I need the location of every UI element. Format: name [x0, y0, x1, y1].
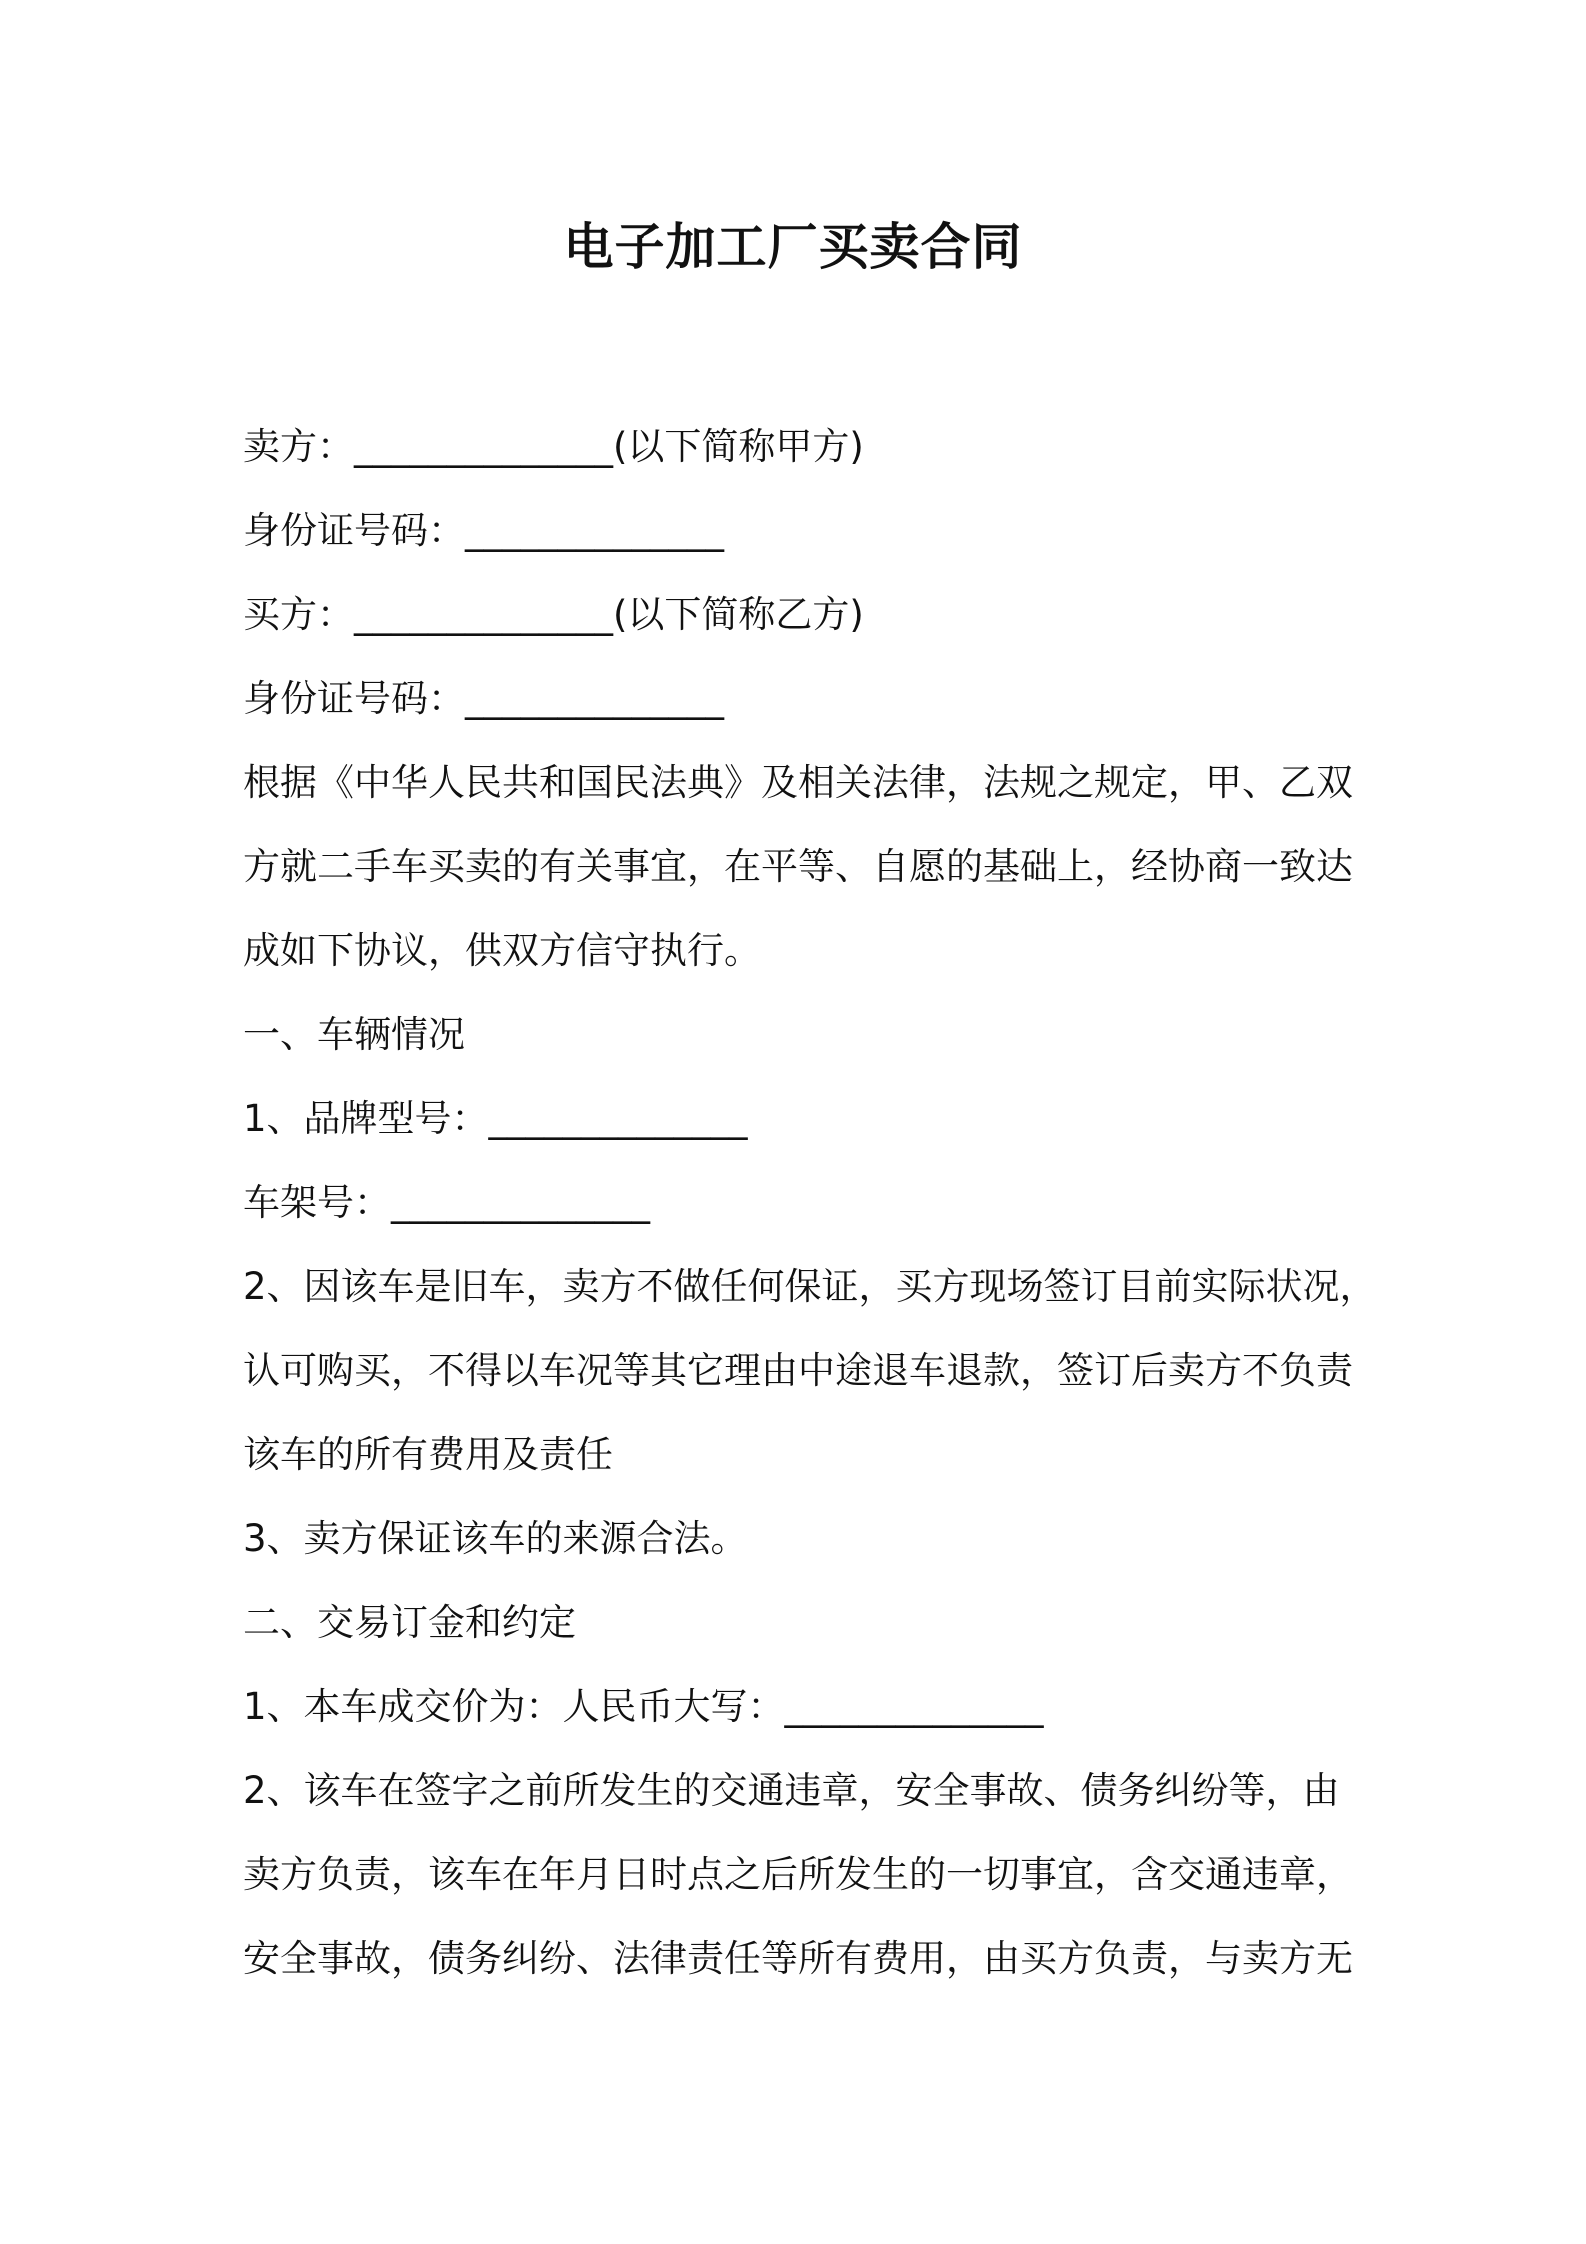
- seller-id-line: 身份证号码：______________: [243, 509, 724, 552]
- clause-price: 1、本车成交价为：人民币大写：______________: [243, 1685, 1044, 1728]
- preamble-line-1: 根据《中华人民共和国民法典》及相关法律，法规之规定，甲、乙双: [243, 761, 1353, 804]
- preamble-line-2: 方就二手车买卖的有关事宜，在平等、自愿的基础上，经协商一致达: [243, 845, 1353, 888]
- buyer-id-line: 身份证号码：______________: [243, 677, 724, 720]
- section-heading-deposit: 二、交易订金和约定: [243, 1601, 576, 1644]
- buyer-line: 买方：______________(以下简称乙方): [243, 593, 864, 636]
- clause-2-line-2: 认可购买，不得以车况等其它理由中途退车退款，签订后卖方不负责: [243, 1349, 1353, 1392]
- clause-2-line-1: 2、因该车是旧车，卖方不做任何保证，买方现场签订目前实际状况，: [243, 1265, 1377, 1308]
- preamble-line-3: 成如下协议，供双方信守执行。: [243, 929, 761, 972]
- clause-liability-line-2: 卖方负责，该车在年月日时点之后所发生的一切事宜，含交通违章，: [243, 1853, 1353, 1896]
- clause-brand-model: 1、品牌型号：______________: [243, 1097, 748, 1140]
- section-heading-vehicle: 一、车辆情况: [243, 1013, 465, 1056]
- seller-line: 卖方：______________(以下简称甲方): [243, 425, 864, 468]
- clause-2-line-3: 该车的所有费用及责任: [243, 1433, 613, 1476]
- clause-frame-number: 车架号：______________: [243, 1181, 650, 1224]
- clause-3: 3、卖方保证该车的来源合法。: [243, 1517, 748, 1560]
- clause-liability-line-3: 安全事故，债务纠纷、法律责任等所有费用，由买方负责，与卖方无: [243, 1937, 1353, 1980]
- document-body: [243, 405, 1377, 2001]
- clause-liability-line-1: 2、该车在签字之前所发生的交通违章，安全事故、债务纠纷等，由: [243, 1769, 1340, 1812]
- document-title: 电子加工厂买卖合同: [563, 218, 1023, 276]
